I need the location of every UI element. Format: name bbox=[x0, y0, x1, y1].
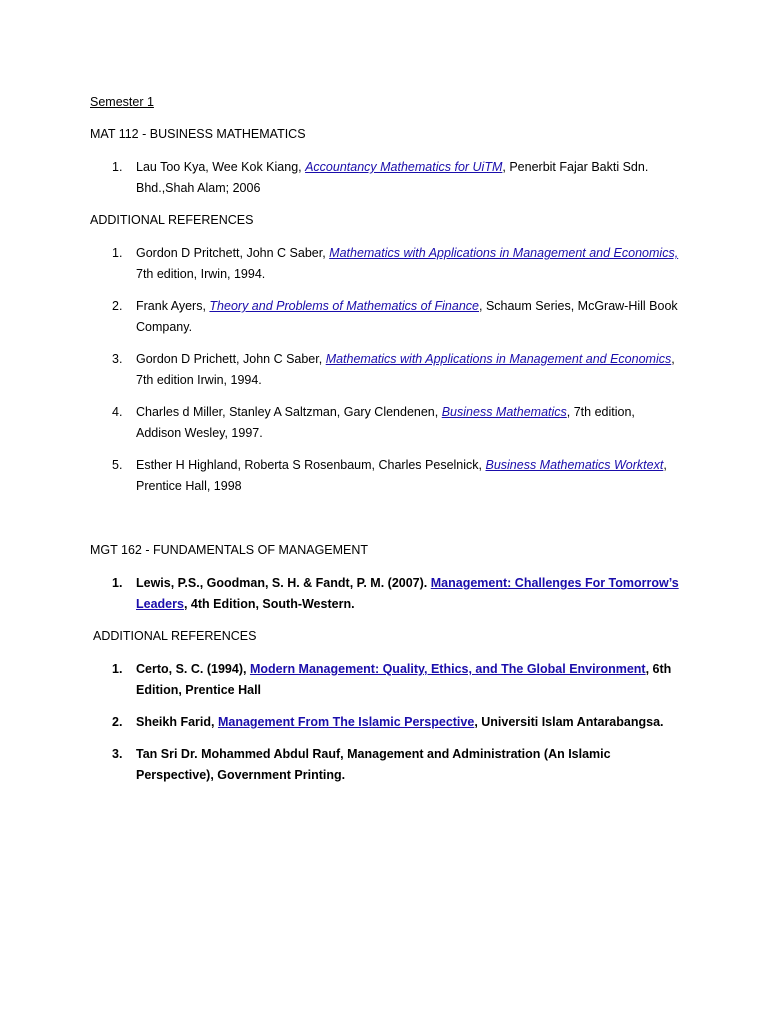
mgt162-main-reference-list bbox=[90, 573, 680, 615]
reference-link[interactable]: Modern Management: Quality, Ethics, and The Global Environment bbox=[249, 662, 646, 676]
reference-authors: Charles d Miller, Stanley A Saltzman, Gary Clendenen, bbox=[136, 405, 442, 419]
reference-link[interactable]: Theory and Problems of Mathematics of Finance bbox=[209, 299, 479, 313]
reference-link[interactable]: Accountancy Mathematics for UiTM bbox=[305, 160, 503, 174]
reference-link[interactable]: Business Mathematics Worktext bbox=[485, 458, 664, 472]
reference-number: 3. bbox=[112, 352, 123, 366]
reference-authors: Gordon D Pritchett, John C Saber, bbox=[136, 246, 330, 260]
reference-number: 1. bbox=[112, 662, 123, 676]
reference-publisher: , Prentice Hall, 1998 bbox=[136, 458, 667, 493]
reference-number: 2. bbox=[112, 299, 123, 313]
reference-item bbox=[90, 157, 680, 199]
reference-link[interactable]: Mathematics with Applications in Management and Economics, bbox=[329, 246, 679, 260]
semester-title: Semester 1 bbox=[90, 95, 154, 109]
reference-link[interactable]: Management: Challenges For Tomorrow’s Leaders bbox=[136, 576, 679, 611]
reference-text: Tan Sri Dr. Mohammed Abdul Rauf, Management and Administration (An Islamic Perspective), Government Printing. bbox=[136, 747, 611, 782]
reference-item bbox=[90, 455, 680, 497]
mat112-additional-references-heading: ADDITIONAL REFERENCES bbox=[90, 213, 254, 227]
reference-publisher: , 6th Edition, Prentice Hall bbox=[136, 662, 672, 697]
reference-authors: Esther H Highland, Roberta S Rosenbaum, Charles Peselnick, bbox=[136, 458, 486, 472]
reference-authors: Frank Ayers, bbox=[136, 299, 210, 313]
reference-link[interactable]: Management From The Islamic Perspective bbox=[217, 715, 475, 729]
reference-number: 1. bbox=[112, 160, 123, 174]
reference-publisher: , Universiti Islam Antarabangsa. bbox=[474, 715, 664, 729]
reference-item bbox=[90, 349, 680, 391]
reference-number: 5. bbox=[112, 458, 123, 472]
reference-number: 1. bbox=[112, 246, 123, 260]
reference-publisher: , Schaum Series, McGraw-Hill Book Company. bbox=[136, 299, 678, 334]
course-title-mgt162: MGT 162 - FUNDAMENTALS OF MANAGEMENT bbox=[90, 543, 369, 557]
mat112-additional-reference-list bbox=[90, 243, 680, 497]
reference-item bbox=[90, 573, 680, 615]
reference-publisher: , 4th Edition, South-Western. bbox=[183, 597, 355, 611]
reference-number: 3. bbox=[112, 747, 123, 761]
course-title-mat112: MAT 112 - BUSINESS MATHEMATICS bbox=[90, 127, 306, 141]
reference-item bbox=[90, 659, 680, 701]
reference-number: 2. bbox=[112, 715, 123, 729]
reference-item bbox=[90, 296, 680, 338]
reference-authors: Sheikh Farid, bbox=[136, 715, 218, 729]
mgt162-additional-reference-list bbox=[90, 659, 680, 786]
reference-item bbox=[90, 243, 680, 285]
reference-publisher: 7th edition, Irwin, 1994. bbox=[136, 267, 266, 281]
reference-authors: Lau Too Kya, Wee Kok Kiang, bbox=[136, 160, 306, 174]
reference-link[interactable]: Business Mathematics bbox=[441, 405, 567, 419]
reference-item bbox=[90, 712, 680, 733]
reference-publisher: , 7th edition, Addison Wesley, 1997. bbox=[136, 405, 635, 440]
mgt162-additional-references-heading: ADDITIONAL REFERENCES bbox=[93, 629, 257, 643]
reference-publisher: , 7th edition Irwin, 1994. bbox=[136, 352, 675, 387]
reference-link[interactable]: Mathematics with Applications in Management and Economics bbox=[325, 352, 672, 366]
reference-authors: Gordon D Prichett, John C Saber, bbox=[136, 352, 326, 366]
reference-item bbox=[90, 744, 680, 786]
reference-number: 1. bbox=[112, 576, 123, 590]
reference-authors: Lewis, P.S., Goodman, S. H. & Fandt, P. M. (2007). bbox=[136, 576, 431, 590]
reference-number: 4. bbox=[112, 405, 123, 419]
mat112-main-reference-list bbox=[90, 157, 680, 199]
reference-item bbox=[90, 402, 680, 444]
reference-authors: Certo, S. C. (1994), bbox=[136, 662, 250, 676]
reference-publisher: , Penerbit Fajar Bakti Sdn. Bhd.,Shah Alam; 2006 bbox=[136, 160, 649, 195]
